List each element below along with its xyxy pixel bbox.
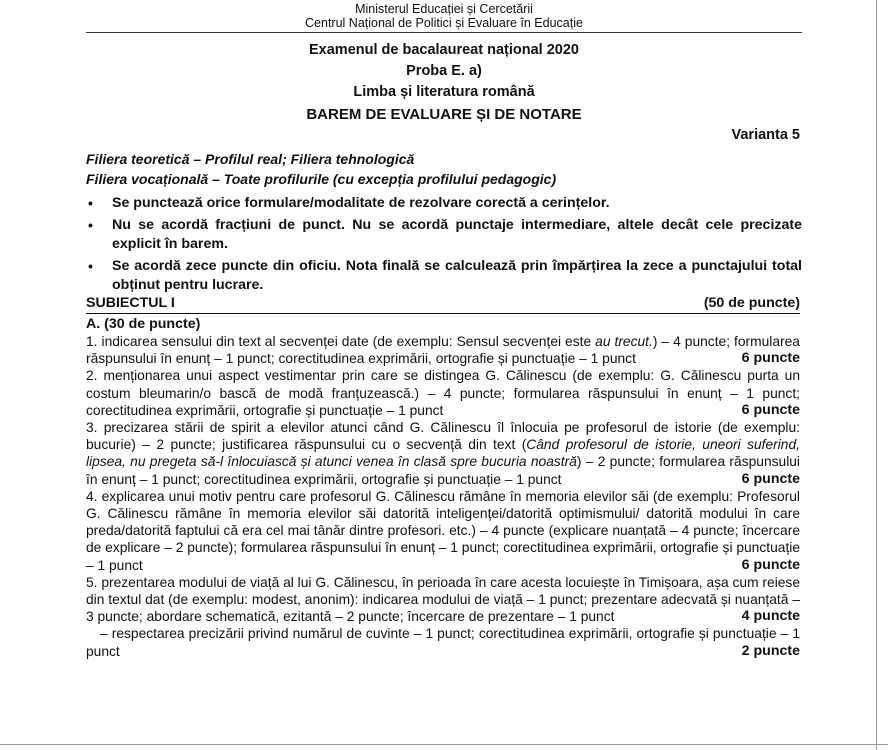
title-block	[86, 40, 802, 127]
ministry-name: Ministerul Educației și Cercetării	[355, 2, 533, 16]
section-a-heading: A. (30 de puncte)	[86, 316, 201, 332]
item-text	[86, 333, 800, 367]
item-text-tail: ) – 2 puncte; formularea răspunsului în enunț – 1 punct; corectitudinea exprimării, ortografie și punctuație – 1 punct	[86, 454, 800, 487]
item-text-main: – respectarea precizării privind numărul de cuvinte – 1 punct; corectitudinea exprimării, ortografie și punctuație – 1 punct	[86, 626, 800, 659]
filiera-block	[86, 149, 802, 189]
subject-points-label: (50 de puncte)	[703, 295, 800, 311]
document-header	[86, 0, 802, 30]
varianta-label: Varianta 5	[731, 127, 800, 143]
bullet-icon: •	[88, 195, 93, 211]
rule-item	[86, 257, 802, 295]
grading-item	[86, 574, 800, 626]
item-text	[86, 488, 800, 574]
grading-item	[86, 333, 800, 367]
rules-list	[86, 194, 802, 298]
item-points: 6 puncte	[736, 557, 800, 574]
item-text-tail: ) – 4 puncte; formularea răspunsului în enunț – 1 punct; corectitudinea exprimării, ortografie și punctuație – 1 punct	[86, 334, 800, 367]
subject-heading	[86, 295, 800, 314]
grading-items	[86, 333, 800, 660]
rule-item	[86, 194, 802, 213]
bullet-icon: •	[88, 258, 93, 274]
proba-title: Proba E. a)	[406, 63, 482, 79]
filiera-line-2: Filiera vocațională – Toate profilurile (cu excepția profilului pedagogic)	[86, 171, 557, 187]
page-frame-right	[876, 0, 877, 750]
document-page	[86, 0, 802, 659]
item-text	[86, 574, 800, 626]
item-text-main: 2. menționarea unui aspect vestimentar prin care se distingea G. Călinescu (de exemplu: G. Călinescu purta un costum bleumarin/o bască de modă franțuzească.) – 4 puncte; formularea răspunsului în enunț – 1 punct; corectitudinea exprimării, ortografie și punctuație – 1 punct	[86, 368, 800, 418]
rule-item	[86, 216, 802, 254]
item-points: 4 puncte	[736, 608, 800, 625]
item-text	[86, 625, 800, 659]
subject-title-label: SUBIECTUL I	[86, 295, 175, 311]
item-text	[86, 419, 800, 488]
item-text-main: 5. prezentarea modului de viață al lui G. Călinescu, în perioada în care acesta locuiește în Timișoara, așa cum reiese din textul dat (de exemplu: modest, anonim): indicarea modului de viață – 1 punct; prezentare adecvată și nuanțată – 3 puncte; abordare schematică, ezitantă – 2 puncte; încercare de prezentare – 1 punct	[86, 574, 800, 625]
item-points: 6 puncte	[736, 350, 800, 367]
bullet-icon: •	[88, 217, 93, 233]
subject-title: Limba și literatura română	[353, 84, 535, 100]
item-points: 6 puncte	[736, 402, 800, 419]
item-text-main: 3. precizarea stării de spirit a elevilor atunci când G. Călinescu îl înlocuia pe profesorul de istorie (de exemplu: bucurie) – 2 puncte; justificarea răspunsului cu o secvență din text (	[86, 420, 800, 453]
filiera-line-1: Filiera teoretică – Profilul real; Filiera tehnologică	[86, 151, 415, 167]
item-text-main: 4. explicarea unui motiv pentru care profesorul G. Călinescu rămâne în memoria elevilor săi (de exemplu: Profesorul G. Călinescu rămâne în memoria elevilor săi datorită inteligenței/datorită optimismului/ datorită modului în care preda/datorită faptului că era cel mai tânăr dintre profesori. etc.) – 4 puncte (explicare nuanțată – 4 puncte; încercare de explicare – 2 puncte); formularea răspunsului în enunț – 1 punct; corectitudinea exprimării, ortografie și punctuație – 1 punct	[86, 488, 801, 573]
page-frame-bottom	[0, 744, 888, 745]
rule-text: Se acordă zece puncte din oficiu. Nota finală se calculează prin împărțirea la zece a punctajului total obținut pentru lucrare.	[112, 258, 802, 293]
center-name: Centrul Național de Politici și Evaluare în Educație	[305, 16, 583, 30]
rule-text: Se punctează orice formulare/modalitate de rezolvare corectă a cerințelor.	[112, 195, 610, 211]
grading-item	[86, 367, 800, 419]
item-points: 6 puncte	[736, 471, 800, 488]
barem-title: BAREM DE EVALUARE ȘI DE NOTARE	[306, 106, 582, 123]
item-text-emphasis: au trecut.	[595, 334, 653, 349]
grading-item	[86, 419, 800, 488]
grading-item	[86, 625, 800, 659]
rule-text: Nu se acordă fracțiuni de punct. Nu se acordă punctaje intermediare, altele decât cele precizate explicit în barem.	[112, 217, 802, 252]
grading-item	[86, 488, 800, 574]
item-points: 2 puncte	[736, 643, 800, 660]
item-text-main: 1. indicarea sensului din text al secvenței date (de exemplu: Sensul secvenței este	[86, 334, 596, 349]
item-text-emphasis: Când profesorul de istorie, uneori suferind, lipsea, nu pregeta să-l înlocuiască și atunci venea în clasă spre bucuria noastră	[86, 437, 800, 470]
exam-title: Examenul de bacalaureat național 2020	[309, 42, 579, 58]
item-text	[86, 367, 800, 419]
header-divider	[86, 32, 802, 33]
